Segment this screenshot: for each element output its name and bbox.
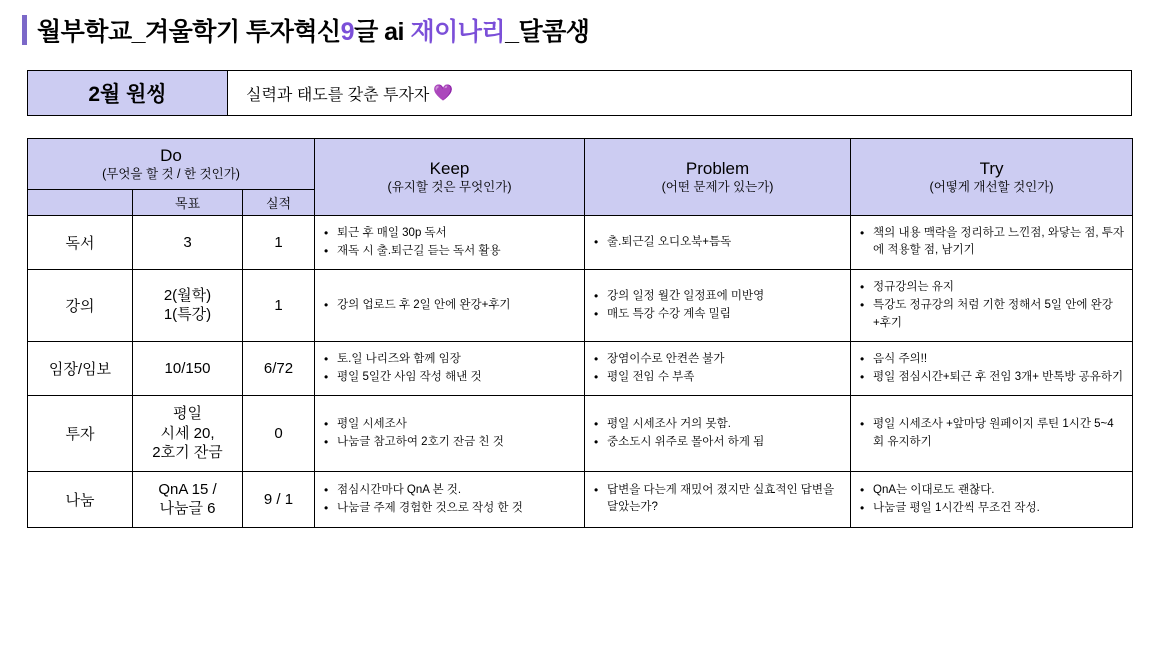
row-category-4: 투자 — [28, 396, 133, 472]
list-item: • 매도 특강 수강 계속 밀림 — [605, 306, 842, 323]
row-goal-3: 10/150 — [133, 341, 243, 396]
list-item: • 나눔글 주제 경험한 것으로 작성 한 것 — [335, 500, 576, 517]
page-title-text — [37, 12, 589, 48]
table-row — [28, 471, 1133, 527]
header-problem-sub: (어떤 문제가 있는가) — [661, 180, 774, 195]
row-category-3: 임장/임보 — [28, 341, 133, 396]
table-row — [28, 215, 1133, 270]
row-try-2 — [851, 270, 1133, 342]
slide-page — [0, 12, 1161, 659]
title-accent-number: 9 — [340, 18, 355, 46]
list-item: • 나눔글 평일 1시간씩 무조건 작성. — [871, 500, 1124, 517]
table-row — [28, 270, 1133, 342]
list-item: • 장염이수로 안켠쓴 불가 — [605, 351, 842, 368]
header-do-main: Do — [160, 146, 182, 165]
row-goal-1: 3 — [133, 215, 243, 270]
row-goal-4: 평일 시세 20, 2호기 잔금 — [133, 396, 243, 472]
title-pre: 월부학교_겨울학기 투자혁신 — [37, 18, 341, 46]
list-item: • 퇴근 후 매일 30p 독서 — [335, 225, 576, 242]
title-accent-name: 재이나리 — [410, 18, 506, 46]
header-do-sub: (무엇을 할 것 / 한 것인가) — [102, 167, 240, 182]
list-item: • 강의 일정 월간 일정표에 미반영 — [605, 288, 842, 305]
row-actual-1: 1 — [243, 215, 315, 270]
table-body — [28, 215, 1133, 527]
table-row — [28, 341, 1133, 396]
row-goal-5: QnA 15 / 나눔글 6 — [133, 471, 243, 527]
list-item: • 중소도시 위주로 몰아서 하게 됨 — [605, 434, 842, 451]
row-actual-5: 9 / 1 — [243, 471, 315, 527]
list-item: • 토.일 나리즈와 함께 임장 — [335, 351, 576, 368]
list-item: • 정규강의는 유지 — [871, 279, 1124, 296]
title-mid: 글 ai — [354, 18, 411, 46]
header-problem — [585, 139, 851, 216]
header-try-main: Try — [979, 159, 1004, 178]
row-try-4 — [851, 396, 1133, 472]
retrospective-table — [27, 138, 1133, 528]
row-problem-2 — [585, 270, 851, 342]
one-thing-label: 2월 원씽 — [28, 71, 228, 115]
row-keep-3 — [315, 341, 585, 396]
row-problem-4 — [585, 396, 851, 472]
row-keep-1 — [315, 215, 585, 270]
row-actual-4: 0 — [243, 396, 315, 472]
row-try-5 — [851, 471, 1133, 527]
header-do — [28, 139, 315, 190]
list-item: • 평일 시세조사 거의 못함. — [605, 416, 842, 433]
row-keep-4 — [315, 396, 585, 472]
row-problem-3 — [585, 341, 851, 396]
row-actual-3: 6/72 — [243, 341, 315, 396]
title-post: _달콤생 — [505, 18, 590, 46]
list-item: • 점심시간마다 QnA 본 것. — [335, 482, 576, 499]
subheader-category — [28, 189, 133, 215]
list-item: • 답변을 다는게 재밌어 졌지만 실효적인 답변을 달았는가? — [605, 482, 842, 517]
list-item: • 평일 시세조사 — [335, 416, 576, 433]
header-keep-sub: (유지할 것은 무엇인가) — [387, 180, 512, 195]
table-row — [28, 396, 1133, 472]
list-item: • 평일 점심시간+퇴근 후 전임 3개+ 반톡방 공유하기 — [871, 369, 1124, 386]
list-item: • 평일 5일간 사임 작성 해낸 것 — [335, 369, 576, 386]
list-item: • 나눔글 참고하여 2호기 잔금 친 것 — [335, 434, 576, 451]
list-item: • 특강도 정규강의 처럼 기한 정해서 5일 안에 완강+후기 — [871, 297, 1124, 332]
header-try-sub: (어떻게 개선할 것인가) — [929, 180, 1054, 195]
one-thing-text: 실력과 태도를 갖춘 투자자 — [246, 86, 430, 104]
list-item: • 강의 업로드 후 2일 안에 완강+후기 — [335, 297, 576, 314]
header-problem-main: Problem — [685, 159, 750, 178]
list-item: • 평일 시세조사 +앞마당 원페이지 루틴 1시간 5~4회 유지하기 — [871, 416, 1124, 451]
list-item: • 책의 내용 맥락을 정리하고 느낀점, 와닿는 점, 투자에 적용할 점, 남기기 — [871, 225, 1124, 260]
header-keep — [315, 139, 585, 216]
subheader-goal: 목표 — [133, 189, 243, 215]
header-try — [851, 139, 1133, 216]
list-item: • 음식 주의!! — [871, 351, 1124, 368]
subheader-actual: 실적 — [243, 189, 315, 215]
row-category-5: 나눔 — [28, 471, 133, 527]
purple-heart-icon: 💜 — [433, 85, 454, 102]
list-item: • 평일 전임 수 부족 — [605, 369, 842, 386]
row-actual-2: 1 — [243, 270, 315, 342]
row-try-3 — [851, 341, 1133, 396]
list-item: • 출.퇴근길 오디오북+틈독 — [605, 234, 842, 251]
row-keep-2 — [315, 270, 585, 342]
one-thing-value-row — [228, 71, 1131, 115]
row-category-2: 강의 — [28, 270, 133, 342]
row-category-1: 독서 — [28, 215, 133, 270]
page-title — [22, 12, 1161, 48]
one-thing-banner — [27, 70, 1132, 116]
table-header-row — [28, 139, 1133, 190]
row-try-1 — [851, 215, 1133, 270]
list-item: • QnA는 이대로도 괜찮다. — [871, 482, 1124, 499]
row-goal-2: 2(월학) 1(특강) — [133, 270, 243, 342]
row-problem-1 — [585, 215, 851, 270]
title-accent-bar — [22, 15, 27, 45]
row-keep-5 — [315, 471, 585, 527]
list-item: • 재독 시 출.퇴근길 듣는 독서 활용 — [335, 243, 576, 260]
row-problem-5 — [585, 471, 851, 527]
header-keep-main: Keep — [429, 159, 470, 178]
